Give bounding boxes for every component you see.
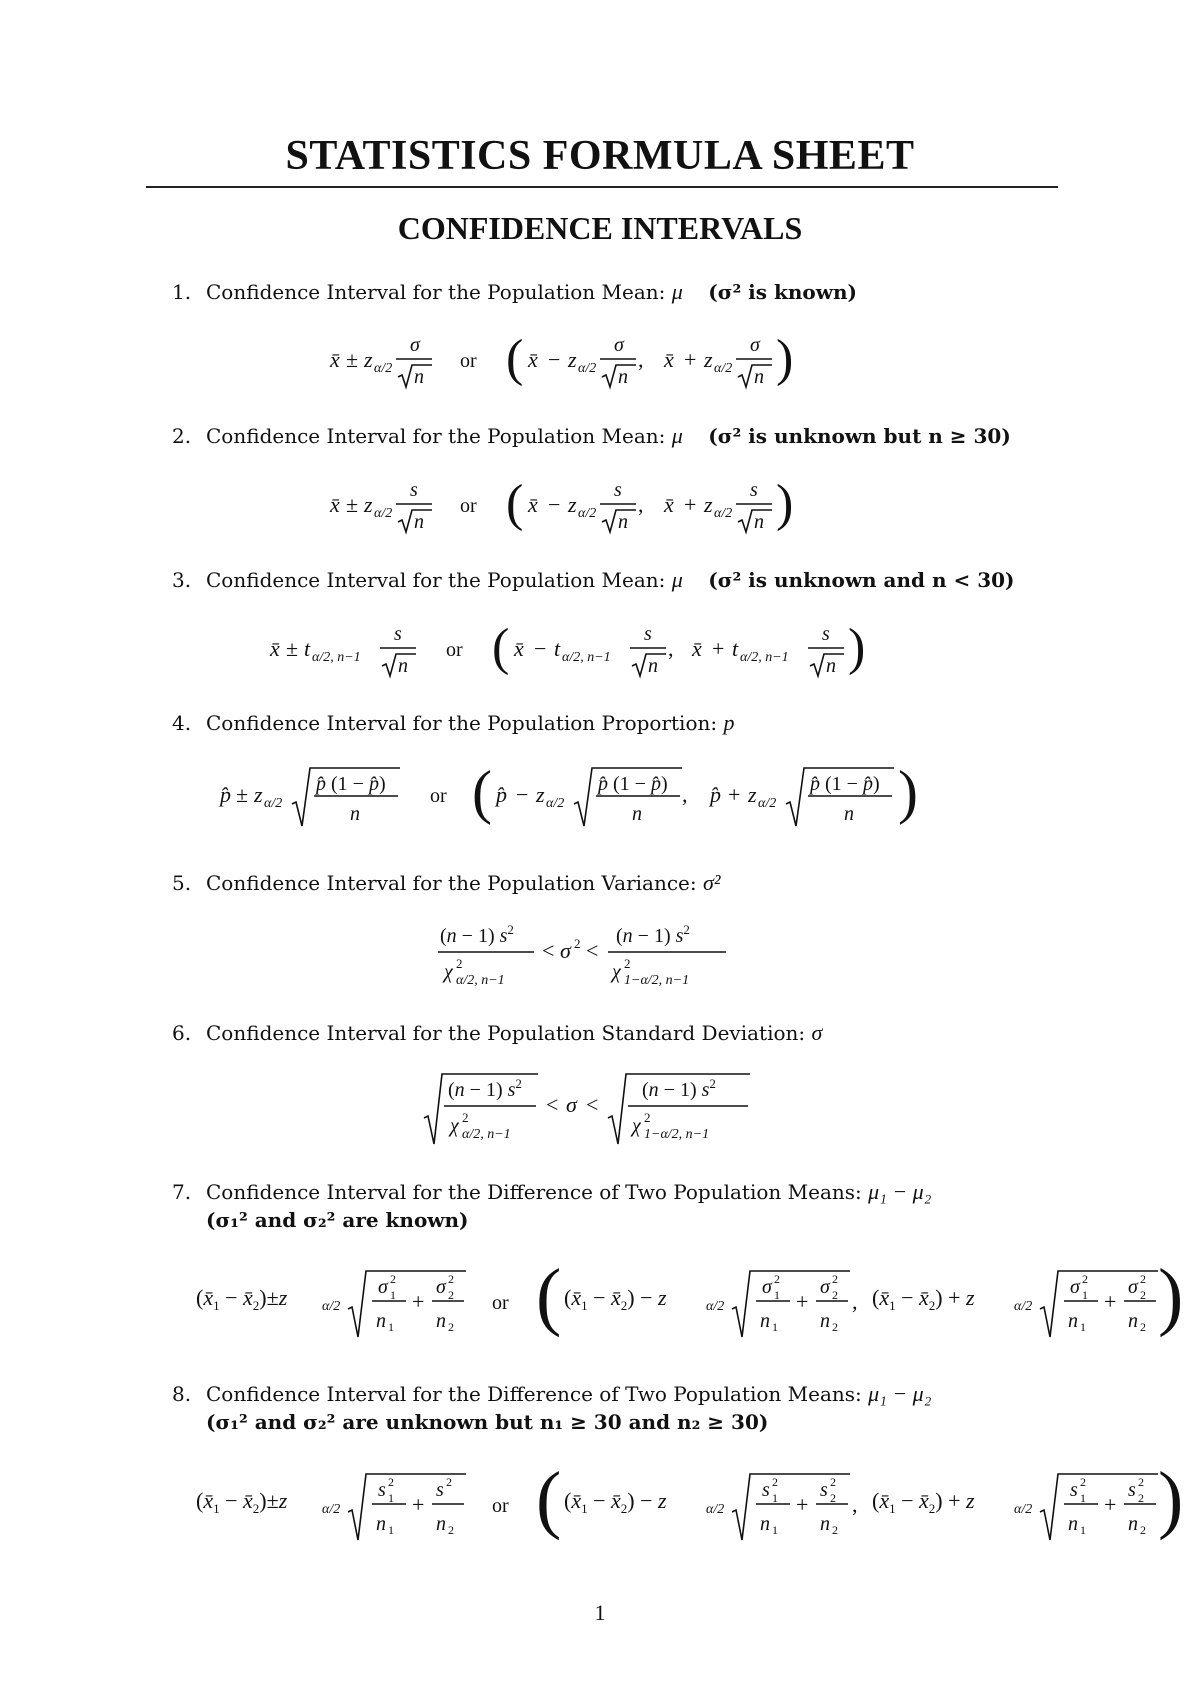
svg-text:s: s	[1070, 1479, 1078, 1501]
svg-text:α/2, n−1: α/2, n−1	[312, 650, 361, 665]
svg-text:(: (	[492, 619, 510, 676]
svg-text:2: 2	[830, 1491, 836, 1505]
svg-text:n: n	[1068, 1310, 1078, 1332]
svg-text:α/2: α/2	[706, 1502, 725, 1517]
formula-6	[0, 1064, 1200, 1148]
svg-text:n: n	[398, 655, 408, 677]
svg-text:α/2: α/2	[578, 361, 597, 376]
svg-text:(x̄1 − x̄2) − z: ($x̄_1$ − $x̄_2) - z$	[564, 1488, 667, 1516]
svg-text:p̂ (1 − p̂): p̂ (1 − p̂)	[810, 773, 880, 795]
svg-text:α/2: α/2	[1014, 1299, 1033, 1314]
svg-text:1: 1	[774, 1288, 780, 1302]
svg-text:2: 2	[832, 1272, 838, 1286]
svg-text:): )	[1158, 1457, 1184, 1541]
svg-text:+: +	[796, 1289, 809, 1314]
item-3-heading: 3. Confidence Interval for the Population Mean: μ (σ² is unknown and n < 30)	[172, 567, 1015, 592]
svg-text:σ: σ	[560, 938, 571, 963]
svg-text:+: +	[684, 347, 697, 372]
svg-text:1: 1	[1080, 1523, 1086, 1537]
svg-text:+: +	[796, 1492, 809, 1517]
svg-text:): )	[1158, 1254, 1184, 1338]
svg-text:1: 1	[1080, 1491, 1086, 1505]
formula-5	[0, 918, 1200, 990]
svg-text:2: 2	[1138, 1491, 1144, 1505]
svg-text:z: z	[704, 347, 713, 372]
svg-text:z: z	[364, 347, 373, 372]
svg-text:t: t	[732, 636, 739, 661]
svg-text:n: n	[436, 1310, 446, 1332]
svg-text:z: z	[364, 492, 373, 517]
svg-text:+: +	[712, 636, 725, 661]
svg-text:−: −	[534, 636, 547, 661]
svg-text:x̄: x̄	[330, 347, 340, 372]
svg-text:σ: σ	[614, 334, 624, 356]
svg-text:1: 1	[772, 1491, 778, 1505]
svg-text:+: +	[728, 782, 741, 807]
svg-text:n: n	[826, 655, 836, 677]
svg-text:s: s	[410, 479, 418, 501]
svg-text:±: ±	[346, 347, 359, 372]
svg-text:α/2, n−1: α/2, n−1	[462, 1127, 511, 1142]
svg-text:2: 2	[1138, 1475, 1144, 1489]
svg-text:2: 2	[772, 1475, 778, 1489]
svg-text:,: ,	[668, 636, 674, 661]
svg-text:2: 2	[446, 1475, 452, 1489]
svg-text:n: n	[760, 1513, 770, 1535]
item-1-heading: 1. Confidence Interval for the Population Mean: μ (σ² is known)	[172, 279, 857, 304]
svg-text:t: t	[304, 636, 311, 661]
svg-text:±: ±	[346, 492, 359, 517]
svg-text:p̂: p̂	[496, 782, 507, 807]
svg-text:p̂ (1 − p̂): p̂ (1 − p̂)	[598, 773, 668, 795]
formula-2	[0, 470, 1200, 540]
svg-text:s: s	[750, 479, 758, 501]
svg-text:α/2: α/2	[322, 1299, 341, 1314]
svg-text:x̄: x̄	[664, 492, 674, 517]
svg-text:+: +	[412, 1289, 425, 1314]
svg-text:z: z	[254, 782, 263, 807]
svg-text:2: 2	[832, 1320, 838, 1334]
svg-text:z: z	[704, 492, 713, 517]
svg-text:n: n	[760, 1310, 770, 1332]
svg-text:n: n	[376, 1310, 386, 1332]
svg-text:1: 1	[388, 1523, 394, 1537]
svg-text:t: t	[554, 636, 561, 661]
svg-text:+: +	[1104, 1492, 1117, 1517]
svg-text:or: or	[446, 639, 463, 661]
svg-text:,: ,	[852, 1289, 858, 1314]
svg-text:s: s	[644, 623, 652, 645]
svg-text:<: <	[586, 938, 599, 963]
section-heading: CONFIDENCE INTERVALS	[397, 210, 803, 246]
svg-text:σ: σ	[1070, 1276, 1080, 1298]
svg-text:x̄: x̄	[270, 636, 280, 661]
svg-text:n: n	[632, 803, 642, 825]
item-4-heading: 4. Confidence Interval for the Population Proportion: p	[172, 710, 735, 735]
svg-text:n: n	[648, 655, 658, 677]
svg-text:s: s	[820, 1479, 828, 1501]
svg-text:2: 2	[448, 1272, 454, 1286]
svg-text:x̄: x̄	[514, 636, 524, 661]
svg-text:x̄: x̄	[528, 347, 538, 372]
svg-text:z: z	[568, 347, 577, 372]
svg-text:(x̄1 − x̄2) − z: ($x̄_1$ − $x̄_2) - z$	[564, 1285, 667, 1313]
svg-text:z: z	[568, 492, 577, 517]
svg-text:α/2: α/2	[714, 506, 733, 521]
svg-text:χ: χ	[450, 1115, 459, 1137]
svg-text:2: 2	[624, 956, 631, 971]
svg-text:2: 2	[832, 1288, 838, 1302]
item-8-heading: 8. Confidence Interval for the Difference of Two Population Means: μ₁ − μ₂ (σ₁² and σ₂² are unknown but n₁ ≥ 30 and n₂ ≥ 30)	[172, 1381, 932, 1434]
svg-text:(n − 1) s2: (n − 1) $s^2$	[448, 1076, 522, 1101]
svg-text:1−α/2, n−1: 1−α/2, n−1	[644, 1127, 710, 1142]
svg-text:α/2: α/2	[546, 796, 565, 811]
svg-text:s: s	[614, 479, 622, 501]
svg-text:±: ±	[236, 782, 249, 807]
svg-text:s: s	[762, 1479, 770, 1501]
svg-text:χ: χ	[632, 1115, 641, 1137]
svg-text:(x̄1 − x̄2) + z: ($x̄_1$ − $x̄_2) + z$	[872, 1285, 975, 1313]
svg-text:n: n	[618, 366, 628, 388]
svg-text:,: ,	[852, 1492, 858, 1517]
title-rule	[146, 186, 1058, 188]
svg-text:<: <	[542, 938, 555, 963]
svg-text:(n − 1) s2: (n − 1) $s^2$	[616, 922, 690, 947]
svg-text:α/2, n−1: α/2, n−1	[456, 973, 505, 988]
svg-text:σ: σ	[436, 1276, 446, 1298]
svg-text:2: 2	[774, 1272, 780, 1286]
svg-text:2: 2	[1140, 1288, 1146, 1302]
svg-text:x̄: x̄	[330, 492, 340, 517]
svg-text:z: z	[536, 782, 545, 807]
svg-text:(n − 1) s2: (n − 1) $s^2$	[440, 922, 514, 947]
svg-text:n: n	[436, 1513, 446, 1535]
svg-text:α/2: α/2	[322, 1502, 341, 1517]
svg-text:,: ,	[638, 492, 644, 517]
svg-text:2: 2	[448, 1523, 454, 1537]
svg-text:α/2: α/2	[706, 1299, 725, 1314]
svg-text:α/2, n−1: α/2, n−1	[740, 650, 789, 665]
svg-text:s: s	[1128, 1479, 1136, 1501]
svg-text:1: 1	[390, 1288, 396, 1302]
svg-text:2: 2	[1082, 1272, 1088, 1286]
svg-text:<: <	[546, 1092, 559, 1117]
svg-text:2: 2	[832, 1523, 838, 1537]
svg-text:): )	[848, 619, 866, 676]
svg-text:(x̄1 − x̄2)±z: ($x̄_1$ − $x̄_2)\pm z$	[196, 1488, 288, 1516]
svg-text:1: 1	[1080, 1320, 1086, 1334]
svg-text:−: −	[548, 492, 561, 517]
svg-text:2: 2	[388, 1475, 394, 1489]
formula-4	[0, 756, 1200, 836]
svg-text:α/2: α/2	[758, 796, 777, 811]
svg-text:2: 2	[574, 936, 581, 951]
formula-8	[196, 1457, 1184, 1554]
svg-text:α/2: α/2	[578, 506, 597, 521]
svg-text:n: n	[754, 366, 764, 388]
svg-text:σ: σ	[378, 1276, 388, 1298]
svg-text:x̄: x̄	[528, 492, 538, 517]
svg-text:): )	[898, 759, 918, 825]
svg-text:σ: σ	[410, 334, 420, 356]
svg-text:z: z	[748, 782, 757, 807]
svg-text:n: n	[820, 1513, 830, 1535]
svg-text:s: s	[436, 1479, 444, 1501]
svg-text:<: <	[586, 1092, 599, 1117]
svg-text:n: n	[754, 511, 764, 533]
svg-text:p̂: p̂	[220, 782, 231, 807]
svg-text:s: s	[378, 1479, 386, 1501]
svg-text:,: ,	[682, 782, 688, 807]
svg-text:(: (	[506, 475, 524, 532]
svg-text:+: +	[684, 492, 697, 517]
svg-text:2: 2	[448, 1320, 454, 1334]
svg-text:n: n	[376, 1513, 386, 1535]
svg-text:χ: χ	[444, 961, 453, 983]
svg-text:2: 2	[830, 1475, 836, 1489]
svg-text:1−α/2, n−1: 1−α/2, n−1	[624, 973, 690, 988]
svg-text:2: 2	[462, 1110, 469, 1125]
svg-text:−: −	[516, 782, 529, 807]
svg-text:(x̄1 − x̄2)±z: ($x̄_1$ − $x̄_2)\pm z$	[196, 1285, 288, 1313]
svg-text:2: 2	[1140, 1272, 1146, 1286]
svg-text:x̄: x̄	[664, 347, 674, 372]
formula-7	[196, 1254, 1184, 1351]
svg-text:n: n	[820, 1310, 830, 1332]
page-title: STATISTICS FORMULA SHEET	[285, 133, 915, 179]
svg-text:2: 2	[1140, 1320, 1146, 1334]
svg-text:or: or	[492, 1292, 509, 1314]
formula-3	[0, 614, 1200, 684]
svg-text:s: s	[822, 623, 830, 645]
svg-text:−: −	[548, 347, 561, 372]
svg-text:n: n	[414, 366, 424, 388]
svg-text:1: 1	[1082, 1288, 1088, 1302]
svg-text:1: 1	[772, 1320, 778, 1334]
svg-text:or: or	[492, 1495, 509, 1517]
svg-text:(: (	[472, 759, 492, 825]
svg-text:σ: σ	[820, 1276, 830, 1298]
item-7-heading: 7. Confidence Interval for the Difference of Two Population Means: μ₁ − μ₂ (σ₁² and σ₂² are known)	[172, 1179, 932, 1232]
item-5-heading: 5. Confidence Interval for the Population Variance: σ²	[172, 870, 721, 895]
svg-text:1: 1	[388, 1320, 394, 1334]
svg-text:,: ,	[638, 347, 644, 372]
svg-text:x̄: x̄	[692, 636, 702, 661]
svg-text:): )	[776, 475, 794, 532]
svg-text:σ: σ	[762, 1276, 772, 1298]
svg-text:n: n	[1128, 1513, 1138, 1535]
formula-1	[0, 325, 1200, 395]
svg-text:+: +	[412, 1492, 425, 1517]
svg-text:n: n	[844, 803, 854, 825]
svg-text:n: n	[414, 511, 424, 533]
svg-text:2: 2	[448, 1288, 454, 1302]
svg-text:): )	[776, 330, 794, 387]
svg-text:or: or	[460, 495, 477, 517]
item-2-heading: 2. Confidence Interval for the Population Mean: μ (σ² is unknown but n ≥ 30)	[172, 423, 1011, 448]
svg-text:(: (	[536, 1254, 562, 1338]
item-6-heading: 6. Confidence Interval for the Population Standard Deviation: σ	[172, 1020, 823, 1045]
page-number: 1	[594, 1600, 606, 1625]
svg-text:n: n	[618, 511, 628, 533]
or-label: or	[460, 350, 477, 372]
svg-text:σ: σ	[566, 1092, 577, 1117]
svg-text:n: n	[1068, 1513, 1078, 1535]
svg-text:α/2: α/2	[1014, 1502, 1033, 1517]
svg-text:α/2, n−1: α/2, n−1	[562, 650, 611, 665]
svg-text:(: (	[536, 1457, 562, 1541]
svg-text:(n − 1) s2: (n − 1) $s^2$	[642, 1076, 716, 1101]
svg-text:α/2: α/2	[264, 796, 283, 811]
svg-text:n: n	[350, 803, 360, 825]
svg-text:±: ±	[286, 636, 299, 661]
svg-text:1: 1	[772, 1523, 778, 1537]
svg-text:α/2: α/2	[714, 361, 733, 376]
svg-text:p̂: p̂	[710, 782, 721, 807]
svg-text:or: or	[430, 785, 447, 807]
svg-text:(: (	[506, 330, 524, 387]
svg-text:2: 2	[456, 956, 463, 971]
svg-text:χ: χ	[612, 961, 621, 983]
svg-text:σ: σ	[750, 334, 760, 356]
svg-text:2: 2	[390, 1272, 396, 1286]
svg-text:n: n	[1128, 1310, 1138, 1332]
svg-text:α/2: α/2	[374, 361, 393, 376]
svg-text:1: 1	[388, 1491, 394, 1505]
svg-text:p̂ (1 − p̂): p̂ (1 − p̂)	[316, 773, 386, 795]
svg-text:s: s	[394, 623, 402, 645]
svg-text:α/2: α/2	[374, 506, 393, 521]
svg-text:σ: σ	[1128, 1276, 1138, 1298]
svg-text:(x̄1 − x̄2) + z: ($x̄_1$ − $x̄_2) + z$	[872, 1488, 975, 1516]
svg-text:2: 2	[1140, 1523, 1146, 1537]
svg-text:2: 2	[644, 1110, 651, 1125]
svg-text:2: 2	[1080, 1475, 1086, 1489]
svg-text:+: +	[1104, 1289, 1117, 1314]
